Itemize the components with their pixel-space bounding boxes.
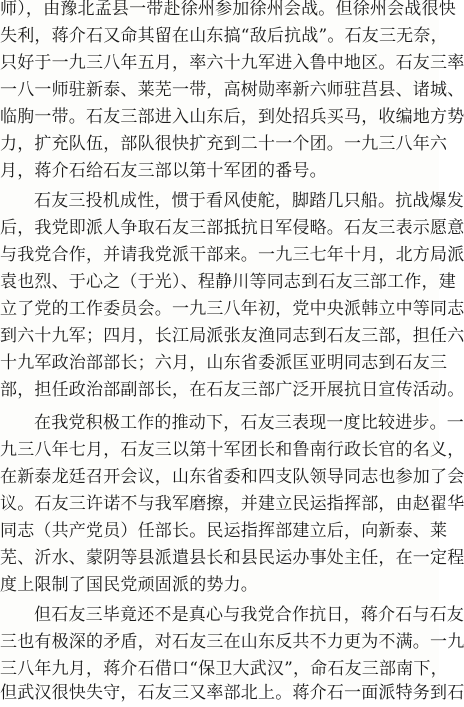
text-line: 三八年九月，蒋介石借口“保卫大武汉”，命石友三部南下，: [0, 659, 448, 679]
text-line: 度上限制了国民党顽固派的势力。: [0, 575, 258, 595]
text-line: 石友三投机成性，惯于看风使舵，脚踏几只船。抗战爆发: [34, 191, 464, 211]
text-line: 芜、沂水、蒙阴等县派遣县长和县民运办事处主任，在一定程: [0, 548, 464, 568]
text-line: 同志（共产党员）任部长。民运指挥部建立后，向新泰、莱: [0, 521, 448, 541]
text-line: 力，扩充队伍，部队很快扩充到二十一个团。一九三八年六: [0, 134, 448, 154]
text-line: 但石友三毕竟还不是真心与我党合作抗日，蒋介石与石友: [34, 605, 464, 625]
text-line: 到六十九军；四月，长江局派张友渔同志到石友三部，担任六: [0, 326, 464, 346]
text-line: 部，担任政治部副部长，在石友三部广泛开展抗日宣传活动。: [0, 380, 464, 400]
text-line: 师），由豫北孟县一带赴徐州参加徐州会战。但徐州会战很快: [0, 0, 456, 19]
text-line: 与我党合作，并请我党派干部来。一九三七年十月，北方局派: [0, 245, 464, 265]
text-line: 九三八年七月，石友三以第十军团长和鲁南行政长官的名义，: [0, 440, 464, 460]
text-line: 在我党积极工作的推动下，石友三表现一度比较进步。一: [34, 413, 464, 433]
text-line: 在新泰龙廷召开会议，山东省委和四支队领导同志也参加了会: [0, 467, 464, 487]
text-line: 袁也烈、于心之（于光）、程静川等同志到石友三部工作，建: [0, 272, 456, 292]
text-line: 一八一师驻新泰、莱芜一带，高树勋率新六师驻莒县、诸城、: [0, 80, 464, 100]
text-line: 但武汉很快失守，石友三又率部北上。蒋介石一面派特务到石: [0, 683, 464, 703]
text-line: 月，蒋介石给石友三部以第十军团的番号。: [0, 161, 327, 181]
text-line: 三也有极深的矛盾，对石友三在山东反共不力更为不满。一九: [0, 632, 464, 652]
text-line: 临朐一带。石友三部进入山东后，到处招兵买马，收编地方势: [0, 107, 464, 127]
text-line: 立了党的工作委员会。一九三八年初，党中央派韩立中等同志: [0, 299, 464, 319]
text-line: 议。石友三许诺不与我军磨擦，并建立民运指挥部，由赵翟华: [0, 494, 464, 514]
text-line: 后，我党即派人争取石友三部抵抗日军侵略。石友三表示愿意: [0, 218, 464, 238]
text-line: 十九军政治部部长；六月，山东省委派匡亚明同志到石友三: [0, 353, 448, 373]
text-line: 失利，蒋介石又命其留在山东搞“敌后抗战”。石友三无奈，: [0, 26, 448, 46]
text-line: 只好于一九三八年五月，率六十九军进入鲁中地区。石友三率: [0, 53, 464, 73]
